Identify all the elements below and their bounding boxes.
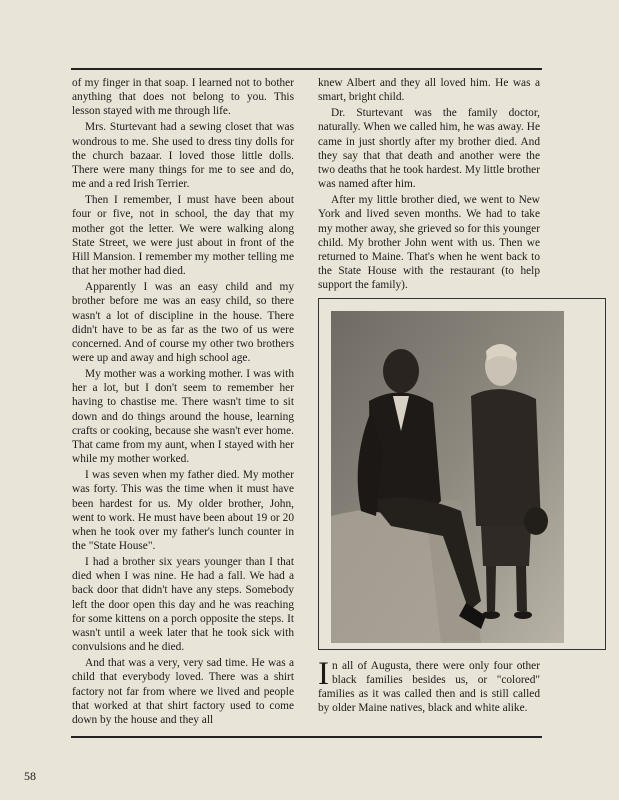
drop-cap: I xyxy=(318,656,329,692)
left-column xyxy=(72,76,294,729)
right-column xyxy=(318,76,540,294)
paragraph: Mrs. Sturtevant had a sewing closet that was wondrous to me. She used to dress tiny dolls for the church bazaar. I loved those little dolls. There were many things for me to see and do, me and a red Irish Terrier. xyxy=(72,121,294,191)
paragraph: I was seven when my father died. My mother was forty. This was the time when it must have been hardest for us. My older brother, John, went to work. He must have been about 19 or 20 when he took over my father's lunch counter in the "State House". xyxy=(72,469,294,552)
paragraph: Dr. Sturtevant was the family doctor, naturally. When we called him, he was away. He came in just shortly after my brother died. And they say that that death and another were the two deaths that he took hardest. My little brother was named after him. xyxy=(318,107,540,191)
historical-photograph xyxy=(331,311,564,643)
paragraph: My mother was a working mother. I was with her a lot, but I don't seem to remember her having to chastise me. There wasn't time to sit down and do things around the house, learning crafts or cooking, because she wasn't ever home. That came from my aunt, when I stayed with her while my mother worked. xyxy=(72,368,294,466)
bottom-rule xyxy=(71,736,542,738)
photo-caption xyxy=(318,656,540,716)
caption-text: n all of Augusta, there were only four other black families besides us, or "colored" families as it was called then and is still called by older Maine natives, black and white alike. xyxy=(318,660,540,715)
paragraph: I had a brother six years younger than I that died when I was nine. He had a fall. We had a back door that didn't have any steps. Somebody left the door open this day and he was reaching for some kittens on a porch opposite the steps. It wasn't until a week later that he took sick with convulsions and he died. xyxy=(72,556,294,654)
paragraph: After my little brother died, we went to New York and lived seven months. We had to take my mother away, she grieved so for this younger child. My brother John went with us. Then we returned to Maine. That's when he went back to the State House with the restaurant (to help support the family). xyxy=(318,194,540,292)
top-rule xyxy=(71,68,542,70)
paragraph: Apparently I was an easy child and my brother before me was an easy child, so there wasn't a lot of discipline in the house. There didn't have to be as far as the two of us were concerned. And of course my other two brothers were up and away and high school age. xyxy=(72,281,294,364)
paragraph: Then I remember, I must have been about four or five, not in school, the day that my mother got the letter. We were walking along State Street, we were just about in front of the Hill Mansion. I remember my mother telling me that her mother had died. xyxy=(72,194,294,278)
paragraph: And that was a very, very sad time. He was a child that everybody loved. There was a shirt factory not far from where we lived and people that worked at that shirt factory used to come down by the house and they all xyxy=(72,657,294,726)
paragraph: of my finger in that soap. I learned not to bother anything that does not belong to you. This lesson stayed with me through life. xyxy=(72,77,294,118)
page-number: 58 xyxy=(24,769,36,783)
photo-illustration xyxy=(331,311,564,643)
paragraph: knew Albert and they all loved him. He was a smart, bright child. xyxy=(318,77,540,104)
